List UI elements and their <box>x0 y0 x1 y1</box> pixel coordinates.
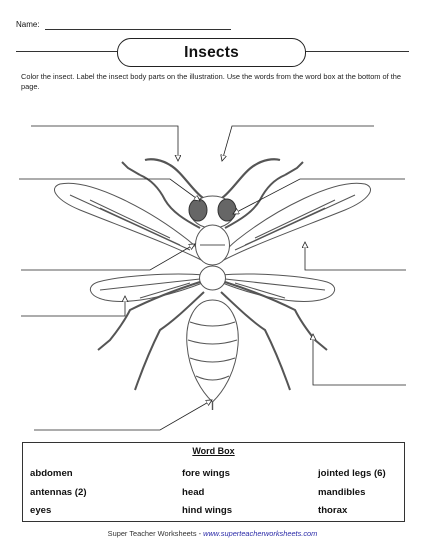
word-head: head <box>182 487 205 498</box>
fore-wing-right <box>220 183 371 262</box>
eye-right <box>218 199 236 221</box>
insect-drawing <box>54 159 370 410</box>
page-title: Insects <box>184 43 239 61</box>
footer-publisher: Super Teacher Worksheets <box>107 529 197 538</box>
label-line-8 <box>313 334 406 385</box>
word-antennas: antennas (2) <box>30 487 87 498</box>
fore-wing-left <box>54 183 205 262</box>
footer-separator: - <box>196 529 204 538</box>
word-abdomen: abdomen <box>30 468 73 479</box>
label-line-5 <box>21 244 195 270</box>
antenna-right <box>222 159 280 198</box>
hind-wing-right <box>220 274 335 301</box>
word-fore-wings: fore wings <box>182 468 230 479</box>
thorax <box>196 225 230 290</box>
label-line-6 <box>305 242 406 270</box>
word-box <box>22 442 405 522</box>
abdomen <box>187 300 239 410</box>
hind-wing-left <box>90 274 205 301</box>
word-eyes: eyes <box>30 505 52 516</box>
footer <box>0 529 425 538</box>
footer-url[interactable]: www.superteacherworksheets.com <box>203 529 318 538</box>
word-hind-wings: hind wings <box>182 505 233 516</box>
eye-left <box>189 199 207 221</box>
instructions: Color the insect. Label the insect body parts on the illustration. Use the words from the word box at the bottom of the page. <box>21 72 402 91</box>
label-line-2 <box>222 126 374 161</box>
word-jointed-legs: jointed legs (6) <box>318 468 386 479</box>
name-label: Name: <box>16 20 40 29</box>
label-line-9 <box>34 400 212 430</box>
word-thorax: thorax <box>318 505 348 516</box>
label-line-1 <box>31 126 178 161</box>
word-box-title: Word Box <box>192 446 235 456</box>
word-mandibles: mandibles <box>318 487 366 498</box>
